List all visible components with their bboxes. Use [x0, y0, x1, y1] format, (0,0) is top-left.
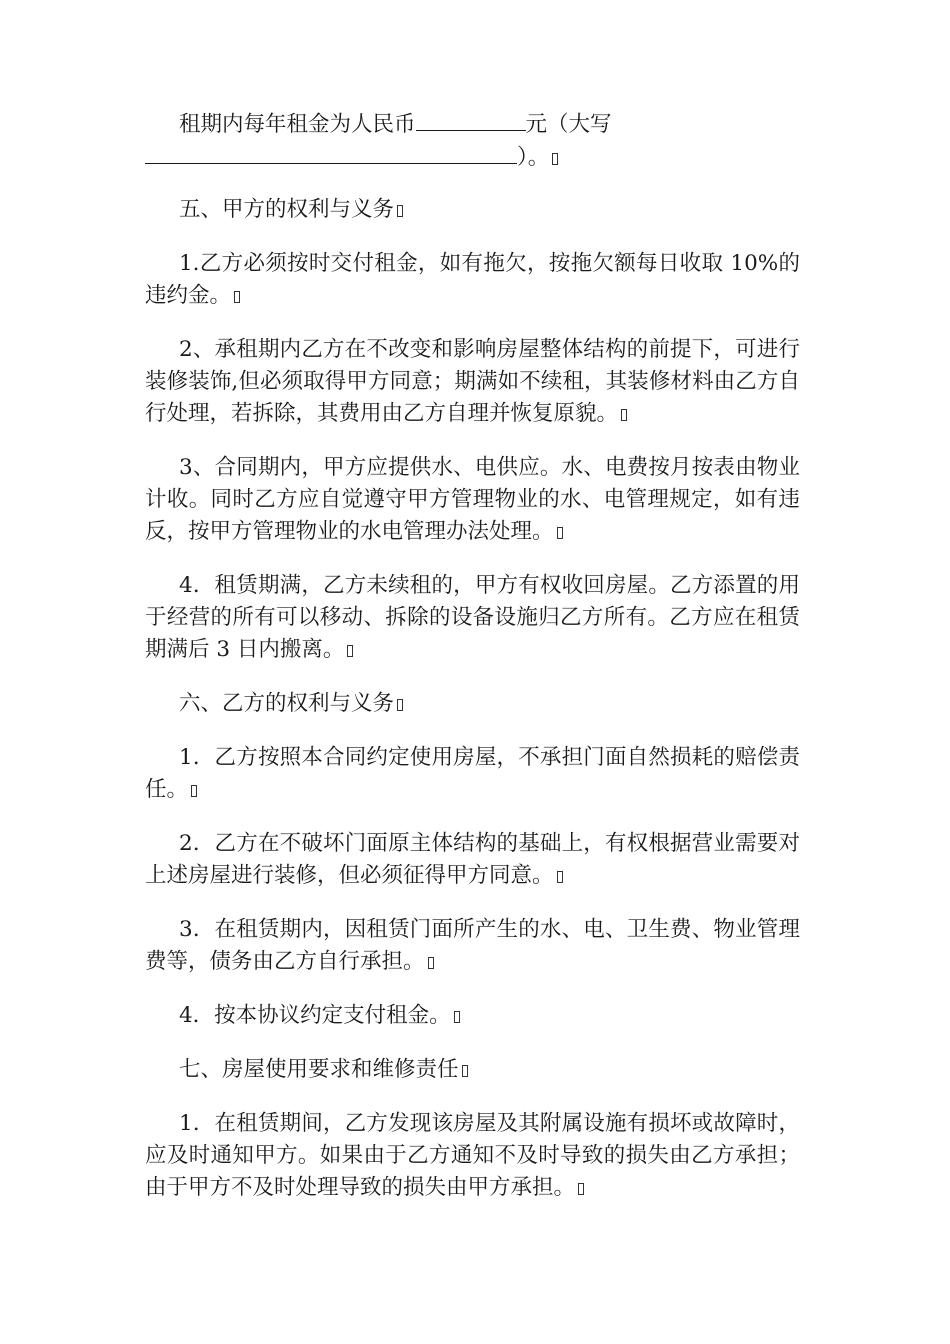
clause-5-3: 3、合同期内，甲方应提供水、电供应。水、电费按月按表由物业计收。同时乙方应自觉遵守甲方管理物业的水、电管理规定，如有违反，按甲方管理物业的水电管理办法处理。 — [145, 455, 800, 544]
paragraph-mark-icon — [462, 1065, 468, 1077]
section-heading-7: 七、房屋使用要求和维修责任 — [145, 1054, 800, 1086]
clause-6-1: 1．乙方按照本合同约定使用房屋，不承担门面自然损耗的赔偿责任。 — [145, 745, 800, 802]
paragraph-mark-icon — [557, 871, 563, 883]
paragraph-mark-icon — [397, 205, 403, 217]
section-heading-6: 六、乙方的权利与义务 — [145, 688, 800, 720]
rent-uppercase-blank[interactable] — [145, 141, 517, 164]
paragraph-mark-icon — [428, 957, 434, 969]
clause-6-4: 4．按本协议约定支付租金。 — [145, 1000, 800, 1032]
paragraph-mark-icon — [347, 645, 353, 657]
clause-5-4: 4．租赁期满，乙方未续租的，甲方有权收回房屋。乙方添置的用于经营的所有可以移动、拆除的设备设施归乙方所有。乙方应在租赁期满后 3 日内搬离。 — [145, 573, 800, 662]
paragraph-mark-icon — [454, 1011, 460, 1023]
paragraph-mark-icon — [578, 1183, 584, 1195]
paragraph-mark-icon — [191, 785, 197, 797]
document-page — [145, 108, 800, 1226]
section-heading-5: 五、甲方的权利与义务 — [145, 194, 800, 226]
clause-5-1: 1.乙方必须按时交付租金，如有拖欠，按拖欠额每日收取 10%的违约金。 — [145, 251, 800, 308]
clause-6-3: 3．在租赁期内，因租赁门面所产生的水、电、卫生费、物业管理费等，债务由乙方自行承担。 — [145, 917, 800, 974]
rent-suffix: ）。 — [517, 145, 550, 170]
paragraph-mark-icon — [621, 409, 627, 421]
rent-amount-blank[interactable] — [416, 108, 526, 131]
rent-prefix: 租期内每年租金为人民币 — [179, 112, 416, 137]
paragraph-mark-icon — [552, 153, 558, 165]
clause-5-2: 2、承租期内乙方在不改变和影响房屋整体结构的前提下，可进行装修装饰,但必须取得甲方同意；期满如不续租，其装修材料由乙方自行处理，若拆除，其费用由乙方自理并恢复原貌。 — [145, 337, 800, 426]
paragraph-mark-icon — [557, 527, 563, 539]
clause-7-1: 1．在租赁期间，乙方发现该房屋及其附属设施有损坏或故障时，应及时通知甲方。如果由于乙方通知不及时导致的损失由乙方承担；由于甲方不及时处理导致的损失由甲方承担。 — [145, 1111, 800, 1200]
rent-amount-paragraph — [145, 108, 800, 174]
paragraph-mark-icon — [234, 291, 240, 303]
clause-6-2: 2．乙方在不破坏门面原主体结构的基础上，有权根据营业需要对上述房屋进行装修，但必须征得甲方同意。 — [145, 831, 800, 888]
paragraph-mark-icon — [397, 699, 403, 711]
rent-middle: 元（大写 — [525, 112, 612, 137]
